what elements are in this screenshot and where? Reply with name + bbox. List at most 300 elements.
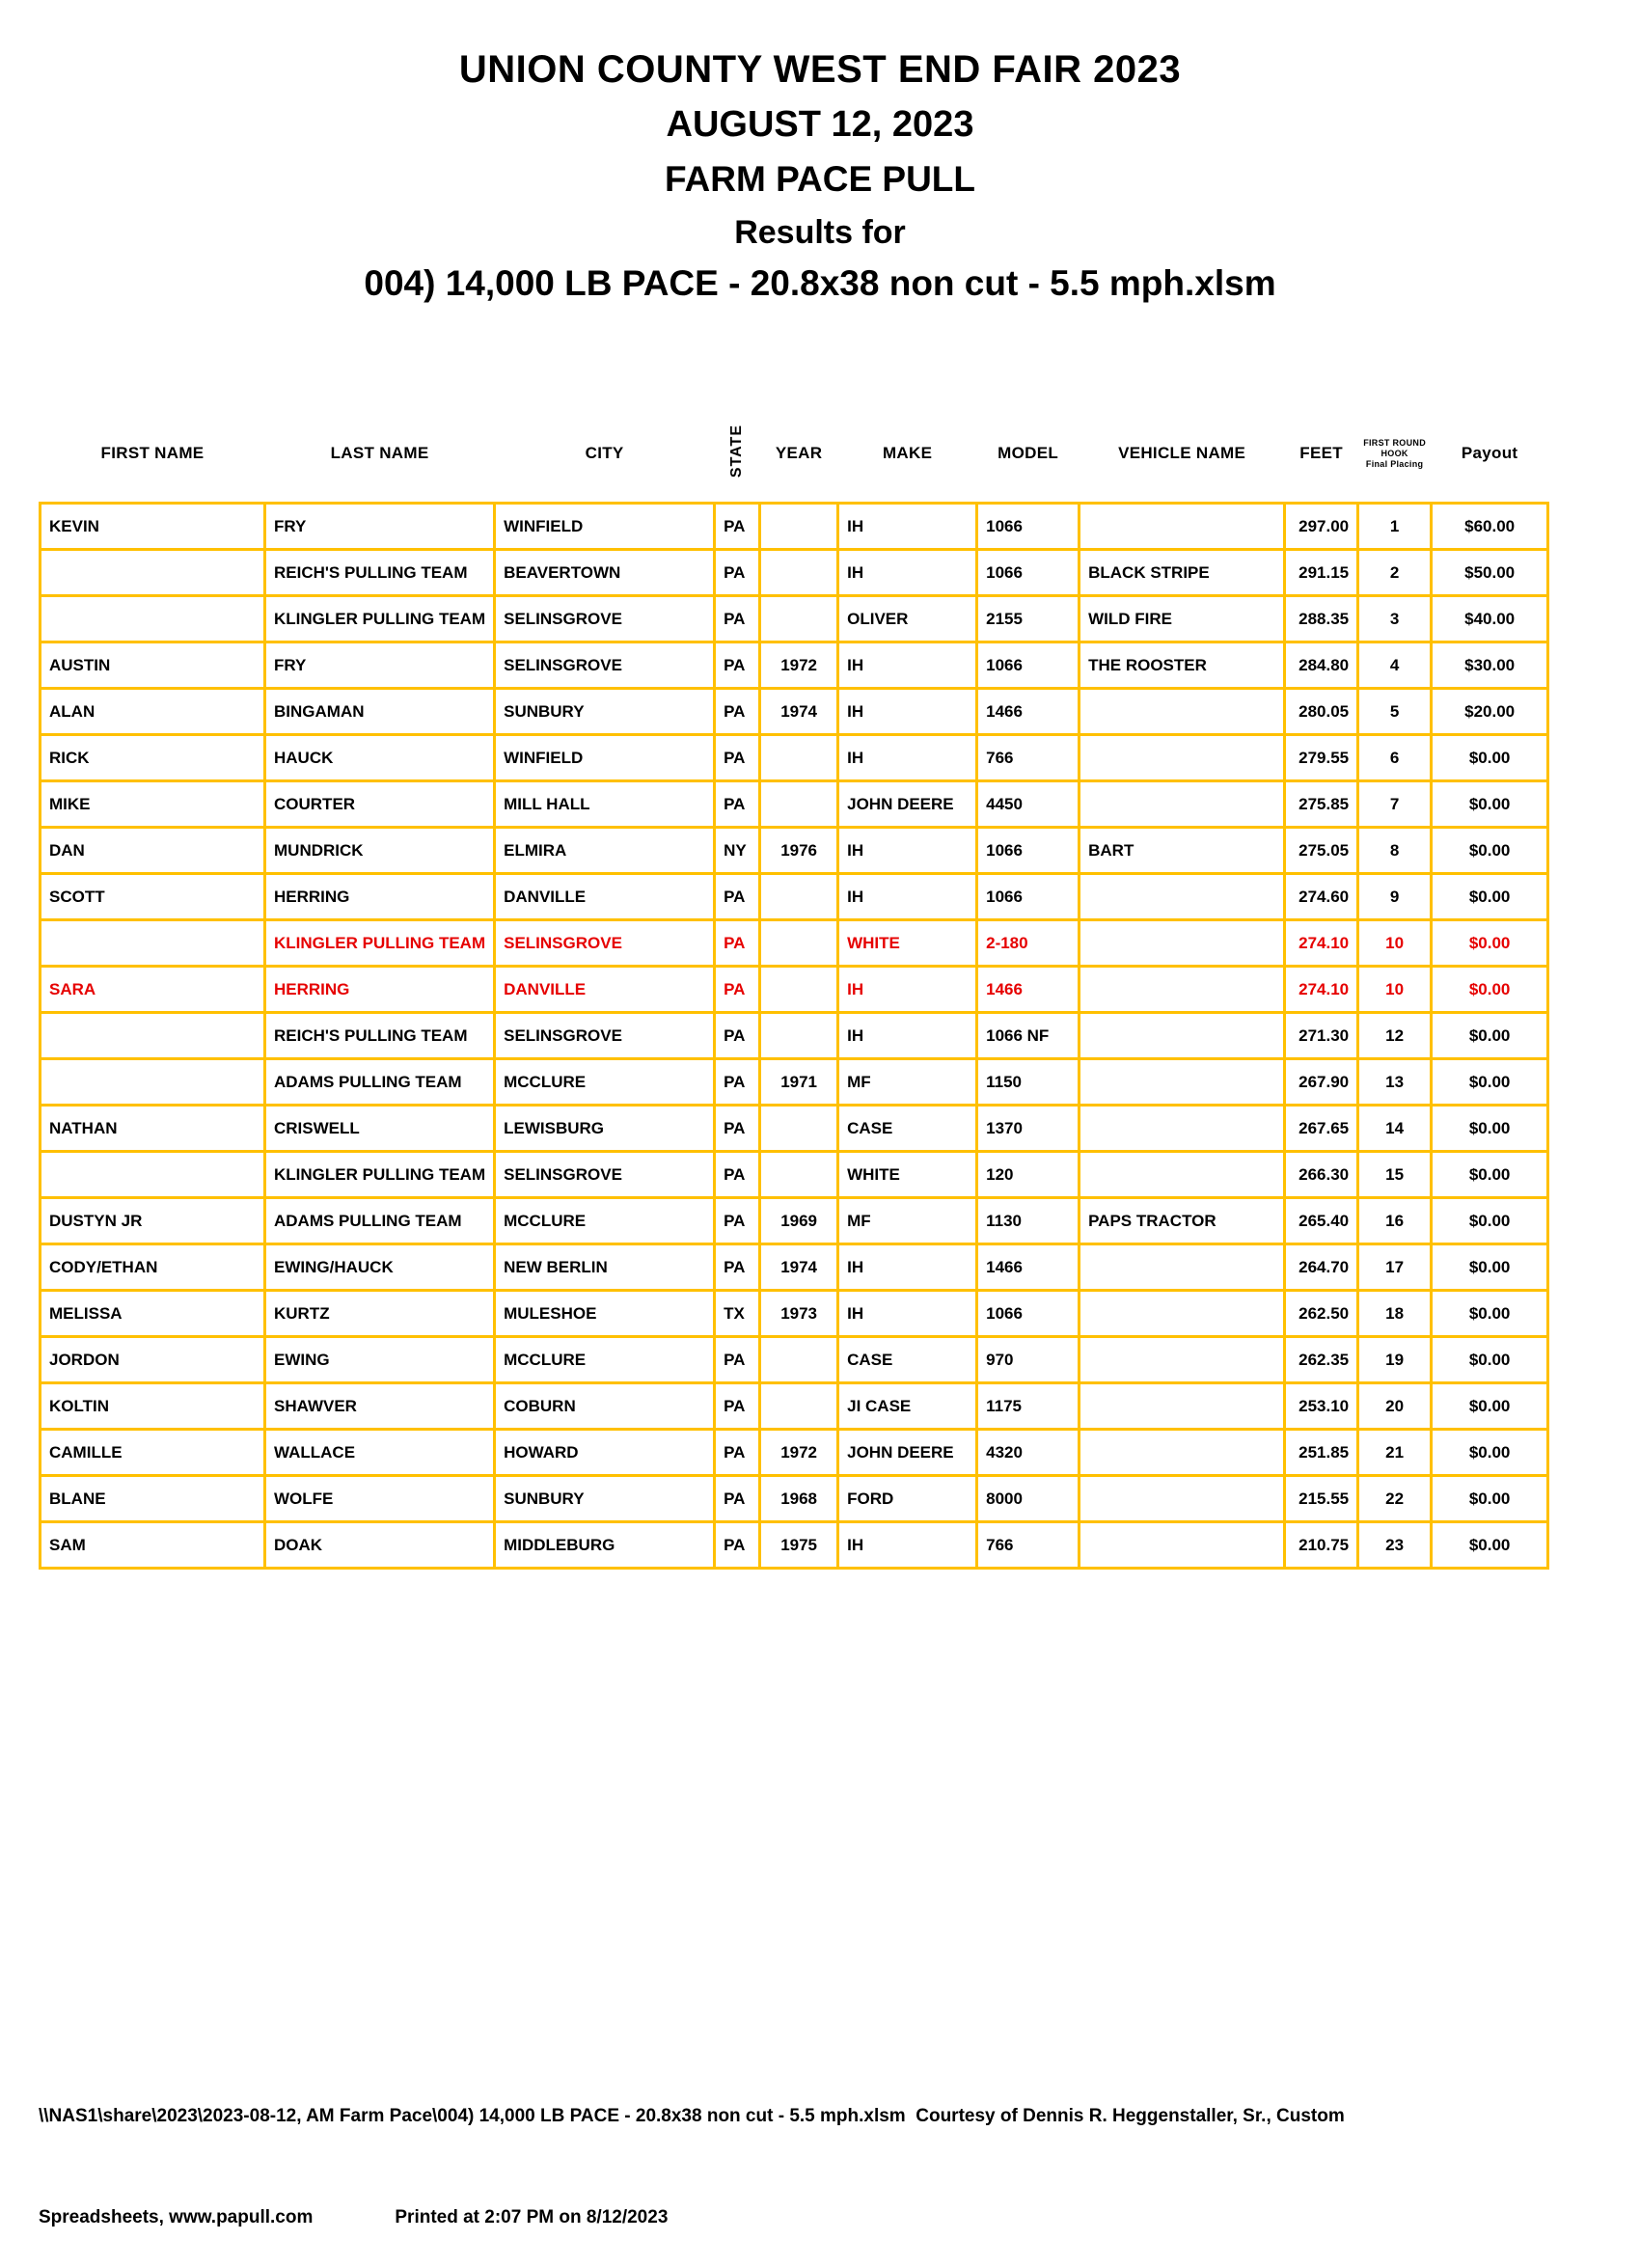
cell-feet: 265.40 [1285, 1198, 1358, 1244]
cell-city: MCCLURE [495, 1198, 715, 1244]
cell-feet: 267.65 [1285, 1106, 1358, 1152]
cell-state: NY [715, 828, 760, 874]
cell-payout: $0.00 [1432, 1013, 1548, 1059]
cell-vehicle-name: BLACK STRIPE [1080, 550, 1285, 596]
cell-make: JOHN DEERE [838, 1430, 977, 1476]
cell-first-round-hook: 21 [1358, 1430, 1432, 1476]
table-row [41, 1198, 1548, 1244]
cell-city: MCCLURE [495, 1337, 715, 1383]
cell-first-round-hook: 12 [1358, 1013, 1432, 1059]
cell-year [760, 781, 838, 828]
col-header-make: MAKE [882, 444, 933, 462]
cell-year: 1969 [760, 1198, 838, 1244]
cell-city: ELMIRA [495, 828, 715, 874]
col-header-feet: FEET [1299, 444, 1343, 462]
hook-header-line2: HOOK [1380, 448, 1408, 458]
cell-city: SUNBURY [495, 1476, 715, 1522]
event-date: AUGUST 12, 2023 [666, 104, 974, 145]
cell-last-name: COURTER [265, 781, 495, 828]
cell-state: PA [715, 1383, 760, 1430]
cell-city: LEWISBURG [495, 1106, 715, 1152]
cell-last-name: HERRING [265, 874, 495, 920]
fair-title: UNION COUNTY WEST END FAIR 2023 [458, 48, 1182, 91]
cell-first-name: BLANE [41, 1476, 265, 1522]
cell-vehicle-name [1080, 1291, 1285, 1337]
cell-make: IH [838, 1013, 977, 1059]
cell-first-round-hook: 5 [1358, 689, 1432, 735]
cell-make: CASE [838, 1337, 977, 1383]
cell-last-name: MUNDRICK [265, 828, 495, 874]
table-row [41, 1522, 1548, 1569]
class-filename: 004) 14,000 LB PACE - 20.8x38 non cut - 5.5 mph.xlsm [364, 263, 1276, 303]
cell-first-round-hook: 18 [1358, 1291, 1432, 1337]
cell-city: SELINSGROVE [495, 1013, 715, 1059]
cell-feet: 275.05 [1285, 828, 1358, 874]
table-row [41, 874, 1548, 920]
cell-last-name: KURTZ [265, 1291, 495, 1337]
cell-state: PA [715, 920, 760, 967]
cell-state: PA [715, 1430, 760, 1476]
cell-model: 2155 [977, 596, 1080, 642]
cell-vehicle-name [1080, 920, 1285, 967]
table-row [41, 735, 1548, 781]
cell-city: SELINSGROVE [495, 1152, 715, 1198]
cell-vehicle-name [1080, 735, 1285, 781]
cell-feet: 253.10 [1285, 1383, 1358, 1430]
cell-feet: 264.70 [1285, 1244, 1358, 1291]
cell-state: PA [715, 1106, 760, 1152]
cell-vehicle-name [1080, 1244, 1285, 1291]
table-row [41, 504, 1548, 550]
cell-feet: 291.15 [1285, 550, 1358, 596]
cell-last-name: BINGAMAN [265, 689, 495, 735]
cell-state: PA [715, 1198, 760, 1244]
cell-first-name: RICK [41, 735, 265, 781]
cell-year [760, 1013, 838, 1059]
cell-first-name: CODY/ETHAN [41, 1244, 265, 1291]
cell-make: IH [838, 874, 977, 920]
cell-model: 2-180 [977, 920, 1080, 967]
cell-year [760, 1152, 838, 1198]
cell-payout: $0.00 [1432, 735, 1548, 781]
cell-first-name [41, 1013, 265, 1059]
cell-last-name: EWING [265, 1337, 495, 1383]
cell-first-name: MIKE [41, 781, 265, 828]
cell-vehicle-name [1080, 1152, 1285, 1198]
cell-payout: $0.00 [1432, 1383, 1548, 1430]
cell-first-round-hook: 10 [1358, 967, 1432, 1013]
cell-make: IH [838, 828, 977, 874]
table-row [41, 1383, 1548, 1430]
cell-make: CASE [838, 1106, 977, 1152]
col-header-vehicle-name: VEHICLE NAME [1118, 444, 1246, 462]
cell-vehicle-name: BART [1080, 828, 1285, 874]
cell-state: PA [715, 1522, 760, 1569]
cell-feet: 297.00 [1285, 504, 1358, 550]
cell-feet: 274.10 [1285, 967, 1358, 1013]
cell-first-round-hook: 6 [1358, 735, 1432, 781]
cell-state: PA [715, 1059, 760, 1106]
cell-first-name [41, 550, 265, 596]
cell-first-name: SCOTT [41, 874, 265, 920]
table-row [41, 1476, 1548, 1522]
cell-vehicle-name [1080, 689, 1285, 735]
cell-state: PA [715, 1013, 760, 1059]
table-row [41, 1059, 1548, 1106]
cell-model: 1066 [977, 642, 1080, 689]
cell-payout: $0.00 [1432, 1152, 1548, 1198]
cell-payout: $30.00 [1432, 642, 1548, 689]
cell-city: DANVILLE [495, 967, 715, 1013]
cell-make: OLIVER [838, 596, 977, 642]
cell-payout: $50.00 [1432, 550, 1548, 596]
cell-vehicle-name [1080, 781, 1285, 828]
cell-last-name: REICH'S PULLING TEAM [265, 550, 495, 596]
cell-first-name [41, 596, 265, 642]
cell-model: 766 [977, 735, 1080, 781]
cell-make: IH [838, 735, 977, 781]
cell-make: MF [838, 1198, 977, 1244]
cell-feet: 288.35 [1285, 596, 1358, 642]
footer-printed-timestamp: Printed at 2:07 PM on 8/12/2023 [395, 2207, 669, 2227]
cell-year [760, 1337, 838, 1383]
cell-year [760, 550, 838, 596]
col-header-first-round-hook [1358, 405, 1432, 504]
cell-model: 1150 [977, 1059, 1080, 1106]
cell-feet: 279.55 [1285, 735, 1358, 781]
footer-website: Spreadsheets, www.papull.com [39, 2207, 314, 2227]
col-header-last-name: LAST NAME [330, 444, 429, 462]
cell-year [760, 596, 838, 642]
cell-make: MF [838, 1059, 977, 1106]
state-rotated-label: STATE [728, 424, 746, 478]
cell-state: PA [715, 1244, 760, 1291]
cell-vehicle-name: THE ROOSTER [1080, 642, 1285, 689]
cell-model: 1466 [977, 689, 1080, 735]
cell-first-name [41, 920, 265, 967]
cell-state: PA [715, 596, 760, 642]
cell-city: HOWARD [495, 1430, 715, 1476]
cell-last-name: KLINGLER PULLING TEAM [265, 1152, 495, 1198]
cell-vehicle-name [1080, 1337, 1285, 1383]
cell-state: PA [715, 735, 760, 781]
cell-year [760, 874, 838, 920]
cell-payout: $0.00 [1432, 1476, 1548, 1522]
footer-second-line [39, 2200, 1601, 2234]
cell-model: 1130 [977, 1198, 1080, 1244]
cell-feet: 251.85 [1285, 1430, 1358, 1476]
cell-payout: $0.00 [1432, 1337, 1548, 1383]
cell-city: WINFIELD [495, 504, 715, 550]
cell-make: IH [838, 689, 977, 735]
cell-make: IH [838, 550, 977, 596]
table-row [41, 550, 1548, 596]
cell-make: IH [838, 1244, 977, 1291]
cell-last-name: KLINGLER PULLING TEAM [265, 596, 495, 642]
cell-feet: 271.30 [1285, 1013, 1358, 1059]
cell-first-round-hook: 13 [1358, 1059, 1432, 1106]
cell-first-name: SAM [41, 1522, 265, 1569]
cell-first-name: DAN [41, 828, 265, 874]
cell-year: 1973 [760, 1291, 838, 1337]
cell-last-name: HERRING [265, 967, 495, 1013]
cell-payout: $0.00 [1432, 967, 1548, 1013]
table-row [41, 642, 1548, 689]
cell-city: COBURN [495, 1383, 715, 1430]
cell-make: IH [838, 642, 977, 689]
cell-last-name: FRY [265, 642, 495, 689]
cell-first-name: SARA [41, 967, 265, 1013]
cell-city: SELINSGROVE [495, 642, 715, 689]
document-header [0, 50, 1640, 301]
cell-first-name: KEVIN [41, 504, 265, 550]
cell-last-name: ADAMS PULLING TEAM [265, 1059, 495, 1106]
cell-feet: 215.55 [1285, 1476, 1358, 1522]
cell-year: 1974 [760, 689, 838, 735]
cell-state: PA [715, 504, 760, 550]
results-table [39, 405, 1549, 1570]
cell-first-name: ALAN [41, 689, 265, 735]
cell-year [760, 1383, 838, 1430]
cell-first-name: JORDON [41, 1337, 265, 1383]
results-tbody [41, 504, 1548, 1569]
cell-vehicle-name [1080, 1522, 1285, 1569]
cell-payout: $0.00 [1432, 1430, 1548, 1476]
cell-city: BEAVERTOWN [495, 550, 715, 596]
cell-first-round-hook: 17 [1358, 1244, 1432, 1291]
cell-first-round-hook: 10 [1358, 920, 1432, 967]
cell-payout: $0.00 [1432, 1106, 1548, 1152]
cell-model: 8000 [977, 1476, 1080, 1522]
cell-first-name [41, 1059, 265, 1106]
cell-payout: $60.00 [1432, 504, 1548, 550]
cell-vehicle-name [1080, 1383, 1285, 1430]
cell-make: FORD [838, 1476, 977, 1522]
cell-last-name: ADAMS PULLING TEAM [265, 1198, 495, 1244]
cell-model: 4320 [977, 1430, 1080, 1476]
cell-payout: $0.00 [1432, 920, 1548, 967]
cell-model: 1175 [977, 1383, 1080, 1430]
cell-last-name: CRISWELL [265, 1106, 495, 1152]
cell-vehicle-name [1080, 1013, 1285, 1059]
cell-make: IH [838, 967, 977, 1013]
cell-payout: $0.00 [1432, 1522, 1548, 1569]
cell-year: 1976 [760, 828, 838, 874]
cell-make: WHITE [838, 1152, 977, 1198]
cell-first-name: AUSTIN [41, 642, 265, 689]
cell-model: 1066 [977, 550, 1080, 596]
cell-model: 766 [977, 1522, 1080, 1569]
cell-model: 1066 [977, 1291, 1080, 1337]
cell-first-name: MELISSA [41, 1291, 265, 1337]
col-header-model: MODEL [998, 444, 1059, 462]
results-for-label: Results for [734, 214, 906, 251]
cell-year [760, 504, 838, 550]
col-header-payout: Payout [1461, 444, 1518, 462]
table-row [41, 596, 1548, 642]
cell-state: TX [715, 1291, 760, 1337]
col-header-state [715, 405, 760, 504]
cell-first-round-hook: 15 [1358, 1152, 1432, 1198]
cell-city: MILL HALL [495, 781, 715, 828]
cell-state: PA [715, 967, 760, 1013]
cell-city: MCCLURE [495, 1059, 715, 1106]
cell-first-name: KOLTIN [41, 1383, 265, 1430]
cell-city: DANVILLE [495, 874, 715, 920]
cell-feet: 284.80 [1285, 642, 1358, 689]
cell-payout: $0.00 [1432, 1198, 1548, 1244]
cell-first-name: CAMILLE [41, 1430, 265, 1476]
cell-last-name: DOAK [265, 1522, 495, 1569]
table-row [41, 967, 1548, 1013]
table-row [41, 920, 1548, 967]
cell-first-round-hook: 9 [1358, 874, 1432, 920]
header-row [41, 405, 1548, 504]
cell-feet: 262.50 [1285, 1291, 1358, 1337]
cell-first-round-hook: 1 [1358, 504, 1432, 550]
cell-first-round-hook: 14 [1358, 1106, 1432, 1152]
cell-model: 1066 [977, 504, 1080, 550]
cell-state: PA [715, 781, 760, 828]
cell-vehicle-name [1080, 967, 1285, 1013]
cell-year: 1972 [760, 642, 838, 689]
cell-last-name: REICH'S PULLING TEAM [265, 1013, 495, 1059]
cell-model: 1466 [977, 967, 1080, 1013]
cell-vehicle-name: PAPS TRACTOR [1080, 1198, 1285, 1244]
cell-feet: 275.85 [1285, 781, 1358, 828]
cell-city: WINFIELD [495, 735, 715, 781]
cell-year [760, 1106, 838, 1152]
cell-first-name: DUSTYN JR [41, 1198, 265, 1244]
cell-make: JOHN DEERE [838, 781, 977, 828]
cell-last-name: FRY [265, 504, 495, 550]
cell-state: PA [715, 689, 760, 735]
cell-vehicle-name [1080, 504, 1285, 550]
table-row [41, 1013, 1548, 1059]
cell-model: 1066 [977, 874, 1080, 920]
cell-last-name: KLINGLER PULLING TEAM [265, 920, 495, 967]
table-row [41, 1152, 1548, 1198]
cell-year [760, 967, 838, 1013]
cell-first-round-hook: 8 [1358, 828, 1432, 874]
cell-last-name: SHAWVER [265, 1383, 495, 1430]
col-header-first-name: FIRST NAME [100, 444, 205, 462]
hook-header-line3: Final Placing [1365, 458, 1424, 469]
cell-first-name [41, 1152, 265, 1198]
cell-model: 970 [977, 1337, 1080, 1383]
cell-year: 1971 [760, 1059, 838, 1106]
cell-state: PA [715, 642, 760, 689]
cell-first-round-hook: 23 [1358, 1522, 1432, 1569]
cell-state: PA [715, 1476, 760, 1522]
cell-make: IH [838, 1291, 977, 1337]
cell-vehicle-name [1080, 1059, 1285, 1106]
cell-model: 1066 [977, 828, 1080, 874]
cell-first-round-hook: 22 [1358, 1476, 1432, 1522]
cell-first-round-hook: 4 [1358, 642, 1432, 689]
cell-city: SUNBURY [495, 689, 715, 735]
cell-city: SELINSGROVE [495, 920, 715, 967]
cell-vehicle-name: WILD FIRE [1080, 596, 1285, 642]
cell-feet: 274.10 [1285, 920, 1358, 967]
cell-feet: 262.35 [1285, 1337, 1358, 1383]
cell-state: PA [715, 550, 760, 596]
table-row [41, 1291, 1548, 1337]
cell-first-name: NATHAN [41, 1106, 265, 1152]
cell-vehicle-name [1080, 1430, 1285, 1476]
table-row [41, 1337, 1548, 1383]
cell-city: MULESHOE [495, 1291, 715, 1337]
table-row [41, 1244, 1548, 1291]
document-footer [39, 2032, 1601, 2268]
cell-year [760, 735, 838, 781]
cell-model: 1370 [977, 1106, 1080, 1152]
cell-year: 1975 [760, 1522, 838, 1569]
cell-year: 1972 [760, 1430, 838, 1476]
cell-state: PA [715, 1337, 760, 1383]
table-row [41, 781, 1548, 828]
cell-model: 1066 NF [977, 1013, 1080, 1059]
cell-state: PA [715, 1152, 760, 1198]
cell-last-name: EWING/HAUCK [265, 1244, 495, 1291]
cell-model: 4450 [977, 781, 1080, 828]
cell-first-round-hook: 7 [1358, 781, 1432, 828]
cell-make: JI CASE [838, 1383, 977, 1430]
cell-vehicle-name [1080, 1476, 1285, 1522]
event-name: FARM PACE PULL [664, 159, 976, 199]
table-row [41, 828, 1548, 874]
cell-model: 120 [977, 1152, 1080, 1198]
cell-city: NEW BERLIN [495, 1244, 715, 1291]
cell-make: IH [838, 504, 977, 550]
cell-make: IH [838, 1522, 977, 1569]
cell-vehicle-name [1080, 1106, 1285, 1152]
col-header-year: YEAR [775, 444, 823, 462]
cell-payout: $0.00 [1432, 828, 1548, 874]
cell-payout: $0.00 [1432, 1059, 1548, 1106]
cell-year: 1968 [760, 1476, 838, 1522]
cell-payout: $0.00 [1432, 1244, 1548, 1291]
cell-feet: 210.75 [1285, 1522, 1358, 1569]
hook-header-line1: FIRST ROUND [1363, 437, 1427, 448]
table-row [41, 1430, 1548, 1476]
cell-vehicle-name [1080, 874, 1285, 920]
cell-state: PA [715, 874, 760, 920]
cell-first-round-hook: 19 [1358, 1337, 1432, 1383]
cell-payout: $0.00 [1432, 781, 1548, 828]
cell-model: 1466 [977, 1244, 1080, 1291]
cell-make: WHITE [838, 920, 977, 967]
cell-city: SELINSGROVE [495, 596, 715, 642]
cell-year: 1974 [760, 1244, 838, 1291]
cell-payout: $20.00 [1432, 689, 1548, 735]
cell-payout: $40.00 [1432, 596, 1548, 642]
cell-payout: $0.00 [1432, 1291, 1548, 1337]
cell-first-round-hook: 2 [1358, 550, 1432, 596]
cell-year [760, 920, 838, 967]
cell-payout: $0.00 [1432, 874, 1548, 920]
cell-last-name: HAUCK [265, 735, 495, 781]
cell-feet: 280.05 [1285, 689, 1358, 735]
cell-feet: 266.30 [1285, 1152, 1358, 1198]
cell-first-round-hook: 20 [1358, 1383, 1432, 1430]
cell-city: MIDDLEBURG [495, 1522, 715, 1569]
footer-file-path-line: \\NAS1\share\2023\2023-08-12, AM Farm Pace\004) 14,000 LB PACE - 20.8x38 non cut - 5.5 mph.xlsm Courtesy of Dennis R. Heggenstaller, Sr., Custom [39, 2106, 1345, 2126]
cell-last-name: WALLACE [265, 1430, 495, 1476]
table-row [41, 689, 1548, 735]
cell-last-name: WOLFE [265, 1476, 495, 1522]
cell-first-round-hook: 3 [1358, 596, 1432, 642]
